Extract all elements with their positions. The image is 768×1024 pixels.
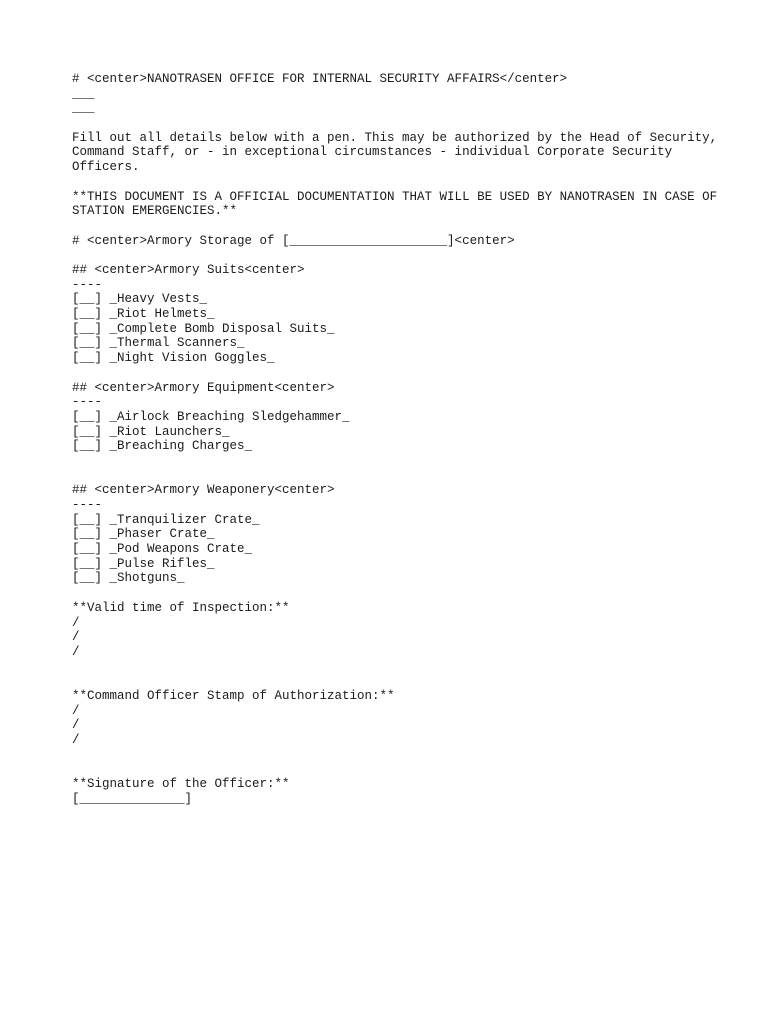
- section-armory-equipment: [72, 381, 722, 454]
- inspection-label: **Valid time of Inspection:**: [72, 600, 290, 615]
- inspection-line[interactable]: /: [72, 644, 80, 659]
- section-armory-suits: [72, 263, 722, 366]
- signature-block: [72, 777, 722, 806]
- checklist-item[interactable]: [__] _Phaser Crate_: [72, 527, 215, 542]
- intro-paragraph: Fill out all details below with a pen. This may be authorized by the Head of Security, Command Staff, or - in exceptional circumstances - individual Corporate Security Officers.: [72, 130, 718, 175]
- document-page: [72, 72, 722, 807]
- checklist-item[interactable]: [__] _Night Vision Goggles_: [72, 351, 275, 366]
- signature-field[interactable]: [______________]: [72, 791, 193, 806]
- section-rule: ----: [72, 395, 103, 410]
- inspection-block: [72, 601, 722, 660]
- checklist-item[interactable]: [__] _Riot Launchers_: [72, 424, 230, 439]
- section-rule: ----: [72, 498, 103, 513]
- checklist-item[interactable]: [__] _Pod Weapons Crate_: [72, 542, 253, 557]
- section-heading: ## <center>Armory Weaponery<center>: [72, 483, 335, 498]
- stamp-line[interactable]: /: [72, 733, 80, 748]
- section-rule: ----: [72, 277, 103, 292]
- section-armory-weaponery: [72, 483, 722, 586]
- checklist-item[interactable]: [__] _Breaching Charges_: [72, 439, 253, 454]
- checklist-item[interactable]: [__] _Thermal Scanners_: [72, 336, 245, 351]
- stamp-label: **Command Officer Stamp of Authorization:**: [72, 688, 395, 703]
- checklist-item[interactable]: [__] _Tranquilizer Crate_: [72, 512, 260, 527]
- document-title: # <center>NANOTRASEN OFFICE FOR INTERNAL SECURITY AFFAIRS</center>: [72, 72, 568, 86]
- section-heading: ## <center>Armory Suits<center>: [72, 263, 305, 278]
- horizontal-rule: ___: [72, 86, 95, 101]
- section-heading: ## <center>Armory Equipment<center>: [72, 380, 335, 395]
- signature-label: **Signature of the Officer:**: [72, 777, 290, 792]
- armory-storage-heading[interactable]: # <center>Armory Storage of [_____________________]<center>: [72, 233, 515, 248]
- checklist-item[interactable]: [__] _Riot Helmets_: [72, 307, 215, 322]
- checklist-item[interactable]: [__] _Pulse Rifles_: [72, 556, 215, 571]
- stamp-line[interactable]: /: [72, 703, 80, 718]
- notice-paragraph: **THIS DOCUMENT IS A OFFICIAL DOCUMENTATION THAT WILL BE USED BY NANOTRASEN IN CASE OF STATION EMERGENCIES.**: [72, 189, 718, 219]
- checklist-item[interactable]: [__] _Complete Bomb Disposal Suits_: [72, 321, 335, 336]
- checklist-item[interactable]: [__] _Airlock Breaching Sledgehammer_: [72, 409, 350, 424]
- horizontal-rule: ___: [72, 101, 95, 116]
- stamp-line[interactable]: /: [72, 718, 80, 733]
- checklist-item[interactable]: [__] _Heavy Vests_: [72, 292, 208, 307]
- checklist-item[interactable]: [__] _Shotguns_: [72, 571, 185, 586]
- inspection-line[interactable]: /: [72, 615, 80, 630]
- inspection-line[interactable]: /: [72, 630, 80, 645]
- stamp-block: [72, 689, 722, 748]
